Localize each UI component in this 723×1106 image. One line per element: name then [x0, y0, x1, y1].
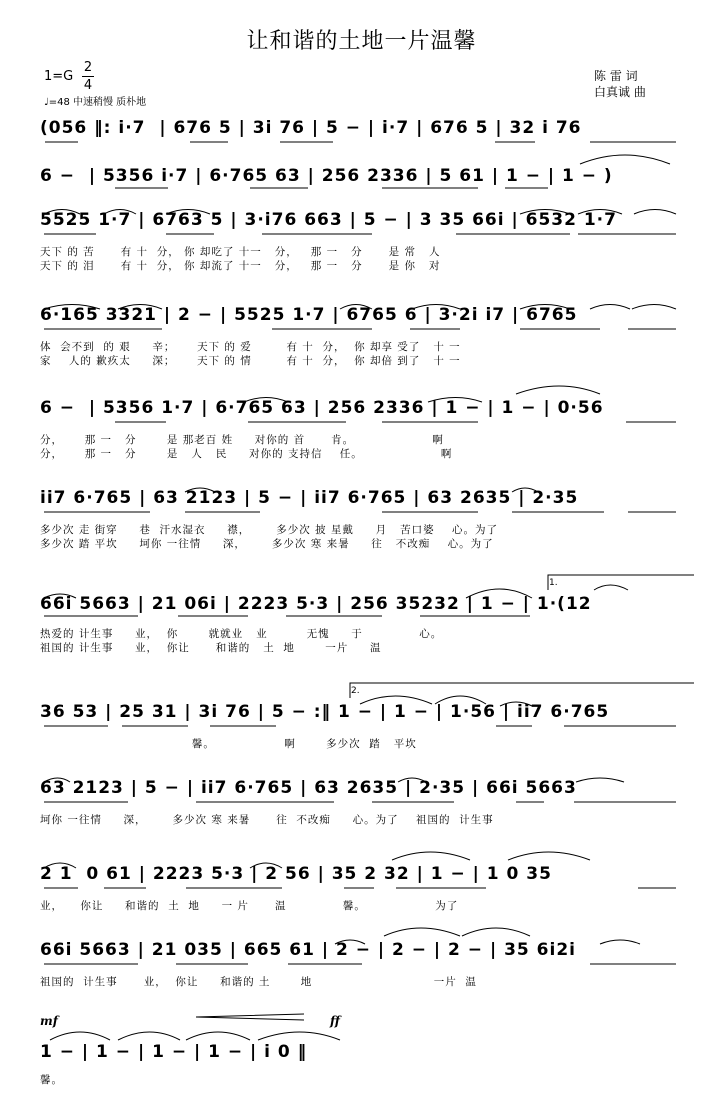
tempo-marking: ♩=48 中速稍慢 质朴地 — [44, 97, 147, 108]
lyricist-credit: 陈 雷 词 — [594, 69, 638, 83]
volta-first-ending: 1. — [549, 578, 558, 588]
notation: 1 − | 1 − | 1 − | 1 − | i 0 ‖ — [40, 1042, 308, 1062]
time-signature-bar — [82, 76, 94, 77]
volta-bracket — [548, 575, 694, 590]
notation: 6 − | 5356 i·7 | 6·765 63 | 256 2336 | 5 61 | 1 − | 1 − ) — [40, 166, 613, 186]
lyrics-verse-1: 天下 的 苦 有 十 分， 你 却吃了 十一 分， 那 一 分 是 常 人 — [40, 246, 441, 258]
volta-bracket — [350, 683, 694, 698]
crescendo-hairpin — [196, 1014, 304, 1020]
notation: 66i 5663 | 21 06i | 2223 5·3 | 256 35232 | 1 − | 1·(12 — [40, 594, 592, 614]
lyrics-verse-2: 天下 的 泪 有 十 分， 你 却流了 十一 分， 那 一 分 是 你 对 — [40, 260, 441, 272]
slur — [50, 1032, 340, 1040]
notation: 63 2123 | 5 − | ii7 6·765 | 63 2635 | 2·35 | 66i 5663 — [40, 778, 577, 798]
slur — [580, 155, 670, 164]
dynamic-mf: mf — [40, 1014, 58, 1028]
lyrics-verse-1: 坷你 一往情 深， 多少次 寒 来暑 往 不改痴 心。为了 祖国的 计生事 — [40, 814, 494, 826]
lyrics-verse-1: 热爱的 计生事 业， 你 就就业 业 无愧 于 心。 — [40, 628, 443, 640]
lyrics-verse-2: 祖国的 计生事 业， 你让 和谐的 土 地 一片 温 — [40, 642, 382, 654]
lyrics-verse-1: 馨。 — [40, 1074, 63, 1086]
lyrics-verse-1: 业， 你让 和谐的 土 地 一 片 温 馨。 为了 — [40, 900, 459, 912]
credits — [594, 68, 646, 100]
lyrics-verse-1: 分， 那 一 分 是 那老百 姓 对你的 首 肯。 啊 — [40, 434, 444, 446]
lyrics-verse-2: 家 人的 歉疚太 深； 天下 的 情 有 十 分， 你 却倍 到了 十 一 — [40, 355, 461, 367]
lyrics-verse-2: 分， 那 一 分 是 人 民 对你的 支持信 任。 啊 — [40, 448, 453, 460]
song-title: 让和谐的土地一片温馨 — [246, 29, 477, 54]
notation: ii7 6·765 | 63 2123 | 5 − | ii7 6·765 | 63 2635 | 2·35 — [40, 488, 579, 508]
notation: 2 1 0 61 | 2223 5·3 | 2 56 | 35 2 32 | 1 − | 1 0 35 — [40, 864, 552, 884]
key-signature: 1=G — [44, 69, 74, 84]
lyrics-verse-1: 祖国的 计生事 业， 你让 和谐的 土 地 一片 温 — [40, 976, 477, 988]
notation: 5525 1·7 | 6763 5 | 3·i76 663 | 5 − | 3 35 66i | 6532 1·7 — [40, 210, 617, 230]
notation: 6 − | 5356 1·7 | 6·765 63 | 256 2336 | 1 − | 1 − | 0·56 — [40, 398, 604, 418]
lyrics-verse-1: 体 会不到 的 艰 辛； 天下 的 爱 有 十 分， 你 却享 受了 十 一 — [40, 341, 461, 353]
lyrics-verse-1: 多少次 走 街穿 巷 汗水湿衣 襟， 多少次 披 星戴 月 苦口婆 心。为了 — [40, 524, 498, 536]
dynamic-ff: ff — [330, 1014, 340, 1028]
time-signature — [82, 60, 94, 93]
volta-second-ending: 2. — [351, 686, 360, 696]
composer-credit: 白真诚 曲 — [594, 85, 646, 99]
lyrics-verse-2: 多少次 踏 平坎 坷你 一往情 深， 多少次 寒 来暑 往 不改痴 心。为了 — [40, 538, 494, 550]
notation: 36 53 | 25 31 | 3i 76 | 5 − :‖ 1 − | 1 − | 1·56 | ii7 6·765 — [40, 702, 610, 722]
time-signature-top: 2 — [83, 60, 93, 75]
notation: 66i 5663 | 21 035 | 665 61 | 2 − | 2 − | 2 − | 35 6i2i — [40, 940, 576, 960]
time-signature-bottom: 4 — [83, 78, 93, 93]
lyrics-verse-1: 馨。 啊 多少次 踏 平坎 — [40, 738, 417, 750]
notation: (056 ‖: i·7 | 676 5 | 3i 76 | 5 − | i·7 | 676 5 | 32 i 76 — [40, 118, 582, 138]
notation: 6·165 3321 | 2 − | 5525 1·7 | 6765 6 | 3·2i i7 | 6765 — [40, 305, 578, 325]
